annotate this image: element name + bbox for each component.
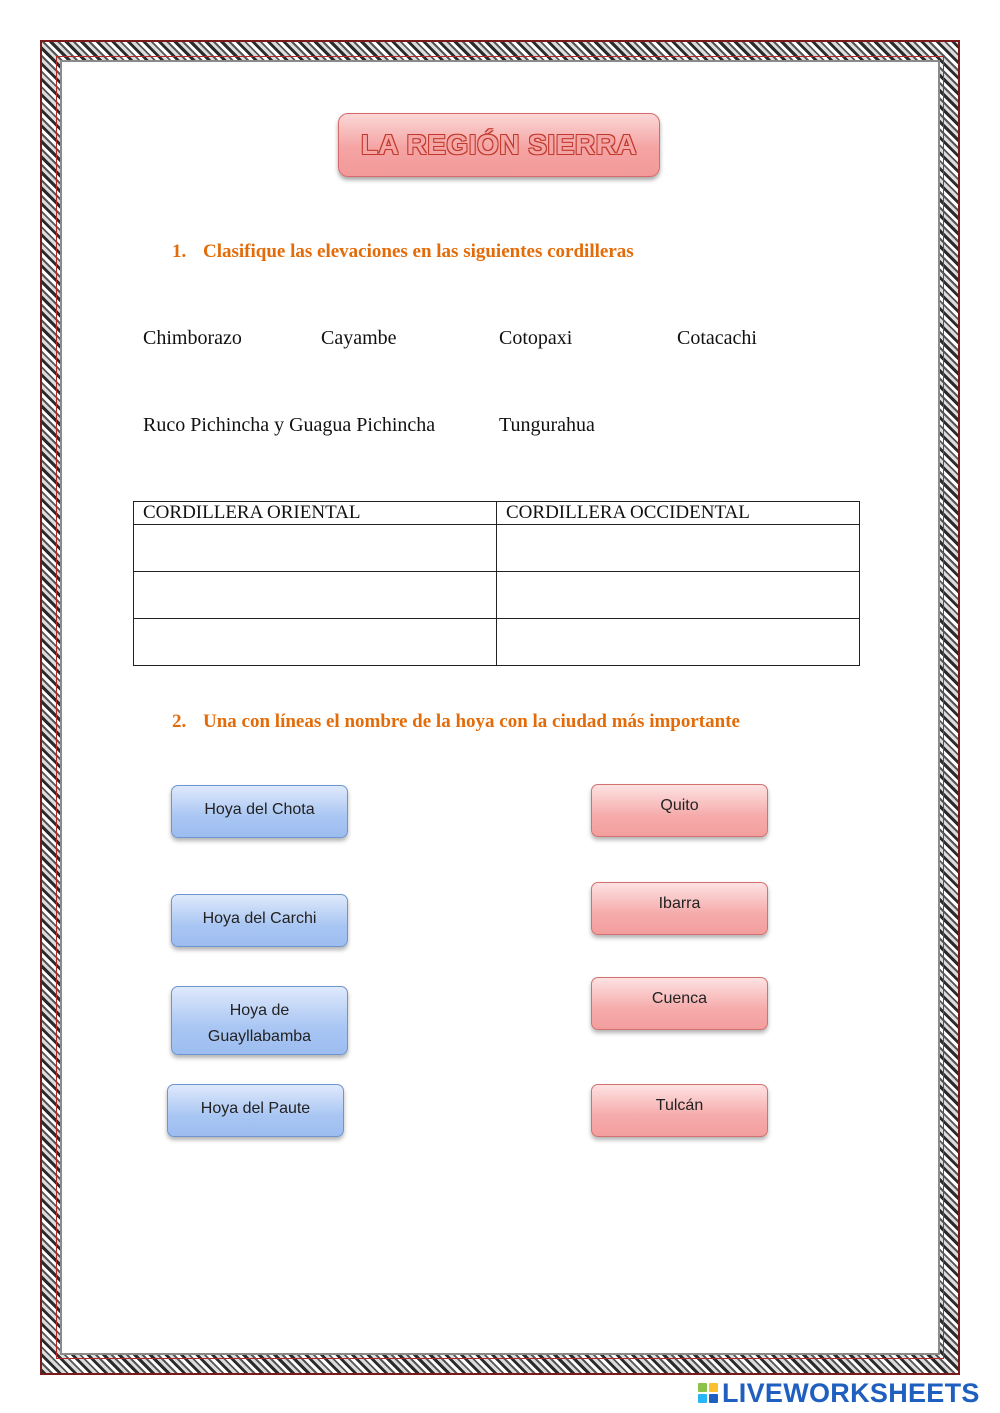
question-2 bbox=[172, 711, 740, 733]
elevation-word: Cotopaxi bbox=[499, 327, 573, 349]
liveworksheets-logo bbox=[698, 1377, 980, 1408]
logo-text: LIVEWORKSHEETS bbox=[722, 1377, 980, 1408]
header-cordillera-occidental: CORDILLERA OCCIDENTAL bbox=[497, 502, 860, 525]
header-cordillera-oriental: CORDILLERA ORIENTAL bbox=[134, 502, 497, 525]
answer-cell[interactable] bbox=[134, 572, 497, 619]
table-row bbox=[134, 619, 860, 666]
city-cuenca-box[interactable]: Cuenca bbox=[591, 977, 768, 1030]
elevation-word: Tungurahua bbox=[499, 414, 595, 436]
elevation-word: Cotacachi bbox=[677, 327, 757, 349]
question-2-number: 2. bbox=[172, 711, 187, 732]
answer-cell[interactable] bbox=[497, 525, 860, 572]
elevation-word: Ruco Pichincha y Guagua Pichincha bbox=[143, 414, 436, 436]
answer-cell[interactable] bbox=[134, 525, 497, 572]
answer-cell[interactable] bbox=[497, 619, 860, 666]
question-1-text: Clasifique las elevaciones en las siguientes cordilleras bbox=[203, 241, 634, 262]
table-row bbox=[134, 572, 860, 619]
hoya-guayllabamba-box[interactable] bbox=[171, 986, 348, 1055]
hoya-guayllabamba-line-2: Guayllabamba bbox=[207, 1028, 312, 1045]
city-ibarra-box[interactable]: Ibarra bbox=[591, 882, 768, 935]
answer-cell[interactable] bbox=[497, 572, 860, 619]
city-tulcan-box[interactable]: Tulcán bbox=[591, 1084, 768, 1137]
hoya-guayllabamba-line-1: Hoya de bbox=[229, 1002, 290, 1019]
question-1 bbox=[172, 241, 634, 263]
hoya-paute-box[interactable]: Hoya del Paute bbox=[167, 1084, 344, 1137]
logo-mark-icon bbox=[698, 1383, 718, 1403]
question-2-text: Una con líneas el nombre de la hoya con la ciudad más importante bbox=[203, 711, 740, 732]
elevation-word: Cayambe bbox=[321, 327, 397, 349]
page-title: LA REGIÓN SIERRA bbox=[360, 129, 638, 160]
cordillera-table bbox=[133, 501, 860, 666]
title-banner bbox=[338, 113, 660, 177]
table-header-row bbox=[134, 502, 860, 525]
hoya-chota-box[interactable]: Hoya del Chota bbox=[171, 785, 348, 838]
question-1-number: 1. bbox=[172, 241, 187, 262]
table-row bbox=[134, 525, 860, 572]
hoya-carchi-box[interactable]: Hoya del Carchi bbox=[171, 894, 348, 947]
elevation-word: Chimborazo bbox=[143, 327, 242, 349]
answer-cell[interactable] bbox=[134, 619, 497, 666]
city-quito-box[interactable]: Quito bbox=[591, 784, 768, 837]
